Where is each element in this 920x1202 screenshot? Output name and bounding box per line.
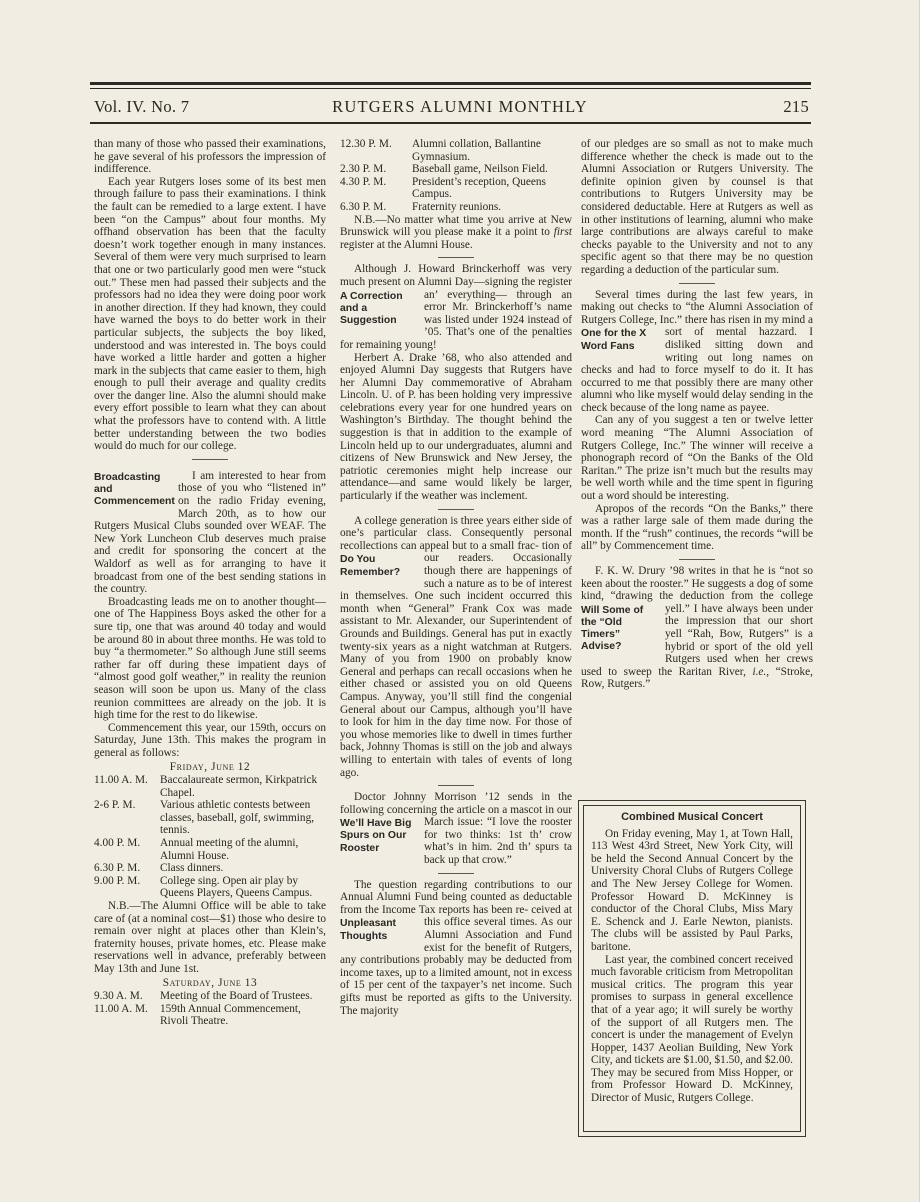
schedule-time: 6.30 P. M. xyxy=(340,200,387,213)
schedule-event: President’s reception, Queens Campus. xyxy=(412,175,546,201)
schedule-time: 9.30 A. M. xyxy=(94,990,143,1003)
header-rule-bottom xyxy=(90,122,811,124)
schedule-time: 11.00 A. M. xyxy=(94,774,148,787)
paragraph: Apropos of the records “On the Banks,” there was a rather large sale of them made during the month. If the “rush” continues, the records “will be all” by Commencement time. xyxy=(581,502,813,553)
schedule-time: 9.00 P. M. xyxy=(94,874,141,887)
schedule-event: Annual meeting of the alumni, Alumni House. xyxy=(160,837,299,862)
schedule-saturday-continued xyxy=(340,138,572,214)
section-divider xyxy=(438,257,474,258)
paragraph: N.B.—No matter what time you arrive at New Brunswick will you please make it a point to first register at the Alumni House. xyxy=(340,213,572,251)
paragraph: Broadcasting leads me on to another thought—one of The Happiness Boys asked the other for a sure tip, one that was around 40 today and would be around 80 in about three months. He was told to buy “a thermometer.” So although June still seems rather far off during these impatient days of “almost good golf weather,” in reality the reunion season will soon be upon us. Many of the class reunion committees are already on the job. It is high time for the rest to do likewise. xyxy=(94,595,326,722)
schedule-time: 4.30 P. M. xyxy=(340,175,387,188)
schedule-row xyxy=(340,201,572,214)
column-left xyxy=(94,138,326,1158)
schedule-saturday xyxy=(94,990,326,1028)
section-divider xyxy=(438,785,474,786)
paragraph: Commencement this year, our 159th, occurs on Saturday, June 13th. This makes the program in general as follows: xyxy=(94,721,326,759)
section-divider xyxy=(679,559,715,560)
schedule-event: Baseball game, Neilson Field. xyxy=(412,163,548,176)
schedule-event: Alumni collation, Ballantine Gymnasium. xyxy=(412,138,541,163)
section-divider xyxy=(192,459,228,460)
paragraph: Each year Rutgers loses some of its best men through failure to pass their examinations. I think the fault can be remedied to a large extent. I have been “on the Campus” about four months. My offhand observation has been that the faculty doesn’t work together enough in many instances. Several of them were very much surprised to learn that one or two particularly good men were “stuck out.” These men had passed their subjects and the professors had no idea they were doing poor work in another direction. If they had known, they could have warned the boys to do better work in their particular subjects, the subjects the boy liked, understood and was interested in. The boys could have worked a little harder and gotten a higher mark in the subjects that came easier to them, high enough to pull their average and quality credits over the danger line. Also the alumni should make every effort possible to learn what they can about what the professors have to contend with. A little better understanding between the two bodies would do much for our college. xyxy=(94,175,326,453)
side-heading: Will Some of the “Old Timers” Advise? xyxy=(581,604,644,653)
schedule-day-label: Saturday, June 13 xyxy=(162,976,258,989)
schedule-row xyxy=(94,774,326,799)
journal-title: RUTGERS ALUMNI MONTHLY xyxy=(332,97,588,116)
schedule-event: 159th Annual Commencement, Rivoli Theatre. xyxy=(160,1002,301,1028)
schedule-row xyxy=(94,799,326,837)
schedule-row xyxy=(340,138,572,163)
page-number: 215 xyxy=(783,97,809,116)
schedule-event: Various athletic contests between classes, baseball, golf, swimming, tennis. xyxy=(160,799,315,837)
side-heading: Do You Remember? xyxy=(340,554,401,578)
article-remember: A college generation is three years either side of one’s particular class. Consequently personal recollections can appeal but to a small frac- Do You Remember? tion of our readers. Occasionally though there are happenings of such a nature as to be of interest in themselves. One such incident occurred this month when “General” Frank Cox was made assistant to Mr. Alexander, our Superintendent of Grounds and Buildings. General has put in exactly twenty-six years as a night watchman at Rutgers. Many of you from 1900 on probably know General and perhaps can recall occasions when he either chased or assisted you on old Queens Campus. Anyway, you’ll still find the congenial General about our Campus, although you’ll have to look for him in the day time now. For those of you whose memories like to dwell in times further back, Johnny Thomas is still on the job and always willing to entertain with tales of events of long ago. xyxy=(340,514,572,779)
article-xword: Several times during the last few years, in making out checks to “the Alumni Association of Rutgers College, Inc.” there has risen in my One for the X Word Fans mind a sort of mental hazzard. I disliked sitting down and writing out long names on checks and had to force myself to do it. It has occurred to me that possibly there are many other alumni who like myself would delay sending in the check because of the long name as payee. xyxy=(581,288,813,414)
schedule-time: 11.00 A. M. xyxy=(94,1002,148,1015)
schedule-row xyxy=(94,875,326,900)
article-old-timers: F. K. W. Drury ’98 writes in that he is “not so keen about the rooster.” He suggests a dog of some kind, “drawing the deduction from the Will Some of the “Old Timers” Advise? college yell.” I have always been under the impression that our short yell “Rah, Bow, Rutgers” is a hybrid or sport of the old yell Rutgers used when her crews used to sweep the Raritan River, i.e., “Stroke, Row, Rutgers.” xyxy=(581,565,813,691)
schedule-event: Meeting of the Board of Trustees. xyxy=(160,990,313,1003)
paragraph: Herbert A. Drake ’68, who also attended and enjoyed Alumni Day suggests that Rutgers have her Alumni Day commemorative of Abraham Lincoln. U. of P. has been holding very impressive celebrations every year for one hundred years on Washington’s Birthday. The thought behind the suggestion is that in addition to the example of Lincoln held up to our undergraduates, alumni and citizens of New Brunswick and New Jersey, the patriotic ceremonies might help increase our attendance—and same would likely be larger, particularly if the weather was inclement. xyxy=(340,351,572,503)
paragraph: Last year, the combined concert received much favorable criticism from Metropolitan musical critics. The program this year promises to surpass in general excellence that of a year ago; it will surely be worthy of the support of all Rutgers men. The concert is under the management of Evelyn Hopper, 1437 Aeolian Building, New York City, and tickets are $1.00, $1.50, and $2.00. They may be secured from Miss Hopper, or from Professor Howard D. McKinney, Director of Music, Rutgers College. xyxy=(591,953,793,1105)
side-heading: One for the X Word Fans xyxy=(581,328,647,352)
section-divider xyxy=(438,509,474,510)
schedule-time: 6.30 P. M. xyxy=(94,862,141,875)
schedule-row xyxy=(94,1003,326,1028)
schedule-event: Baccalaureate sermon, Kirkpatrick Chapel. xyxy=(160,774,318,799)
concert-notice-box xyxy=(578,800,806,1137)
schedule-row xyxy=(340,163,572,176)
schedule-time: 4.00 P. M. xyxy=(94,837,141,850)
schedule-row xyxy=(94,862,326,875)
schedule-event: Fraternity reunions. xyxy=(412,200,502,213)
schedule-row xyxy=(94,837,326,862)
side-heading: A Correction and a Suggestion xyxy=(340,290,403,326)
concert-notice-inner xyxy=(583,805,801,1132)
schedule-row xyxy=(94,990,326,1003)
volume-number: Vol. IV. No. 7 xyxy=(94,97,190,116)
column-middle xyxy=(340,138,572,1158)
side-heading: Broadcasting and Commencement xyxy=(94,471,175,508)
schedule-time: 12.30 P. M. xyxy=(340,138,392,150)
paragraph: N.B.—The Alumni Office will be able to take care of (at a nominal cost—$1) those who desire to remain over night at places other than Klein’s, fraternity houses, private homes, etc. Please make reservations well in advance, preferably between May 13th and June 1st. xyxy=(94,900,326,975)
schedule-friday xyxy=(94,774,326,900)
paragraph: Can any of you suggest a ten or twelve letter word meaning “The Alumni Association of Rutgers College, Inc.” The winner will receive a phonograph record of “On the Banks of the Old Raritan.” The prize isn’t much but the results may be well worth while and the time spent in figuring out a word should be interesting. xyxy=(581,414,813,503)
schedule-time: 2.30 P. M. xyxy=(340,163,387,176)
side-heading: We’ll Have Big Spurs on Our Rooster xyxy=(340,818,412,854)
paragraph: On Friday evening, May 1, at Town Hall, 113 West 43rd Street, New York City, will be held the Second Annual Concert by the University Choral Clubs of Rutgers College and The New Jersey College for Women. Professor Howard D. McKinney is conductor of the Choral Clubs, Miss Mary E. Schenck and J. Earle Newton, pianists. The clubs will be assisted by Paul Parks, baritone. xyxy=(591,827,793,953)
side-heading: Unpleasant Thoughts xyxy=(340,918,397,942)
schedule-event: Class dinners. xyxy=(160,862,224,875)
schedule-row xyxy=(340,176,572,201)
article-fund: The question regarding contributions to our Annual Alumni Fund being counted as deductable from the Income Tax reports has been re- Unpleasant Thoughts ceived at this office several times. As our Alumni Association and Fund exist for the benefit of Rutgers, any contributions probably may be deducted from income taxes, up to a limited amount, not in excess of 15 per cent of the taxpayer’s net income. Such gifts must be reported as gifts to the University. The majority xyxy=(340,878,572,1017)
paragraph: than many of those who passed their examinations, he gave several of his professors the impression of indifference. xyxy=(94,138,326,176)
notice-title: Combined Musical Concert xyxy=(621,811,763,823)
section-divider xyxy=(679,283,715,284)
article-correction: Although J. Howard Brinckerhoff was very much present on Alumni Day—signing the register an’ everything— A Correction and a Suggestion through an error Mr. Brinckerhoff’s name was listed under 1924 instead of ’05. That’s one of the penalties for remaining young! xyxy=(340,263,572,351)
header-rule-thin xyxy=(90,88,811,89)
paragraph: of our pledges are so small as not to make much difference whether the check is made out to the Alumni Association or Rutgers University. The definite opinion given by counsel is that contributions to Rutgers University may be considered deductable. Here at Rutgers as well as in other institutions of learning, alumni who make large contributions are always careful to make checks payable to the University and not to any specific agent so that there may be no question regarding a deduction of the particular sum. xyxy=(581,138,813,276)
header-rule-thick xyxy=(90,82,811,85)
section-divider xyxy=(438,873,474,874)
schedule-day-label: Friday, June 12 xyxy=(169,760,251,773)
article-broadcasting: Broadcasting and Commencement I am interested to hear from those of you who “listened in” on the radio Friday evening, March 20th, as to how our Rutgers Musical Clubs sounded over WEAF. The New York Luncheon Club deserves much praise and credit for sponsoring the concert at the Waldorf as well as for arranging to have it broadcast from one of the best sending stations in the country. xyxy=(94,469,326,596)
schedule-time: 2-6 P. M. xyxy=(94,799,136,812)
schedule-event: College sing. Open air play by Queens Players, Queens Campus. xyxy=(160,874,313,900)
article-spurs: Doctor Johnny Morrison ’12 sends in the following concerning the article on a mascot in our March issue: We’ll Have Big Spurs on Our Rooster “I love the rooster for two thinks: 1st th’ crow what’s in him. 2nd th’ spurs ta back up that crow.” xyxy=(340,791,572,867)
